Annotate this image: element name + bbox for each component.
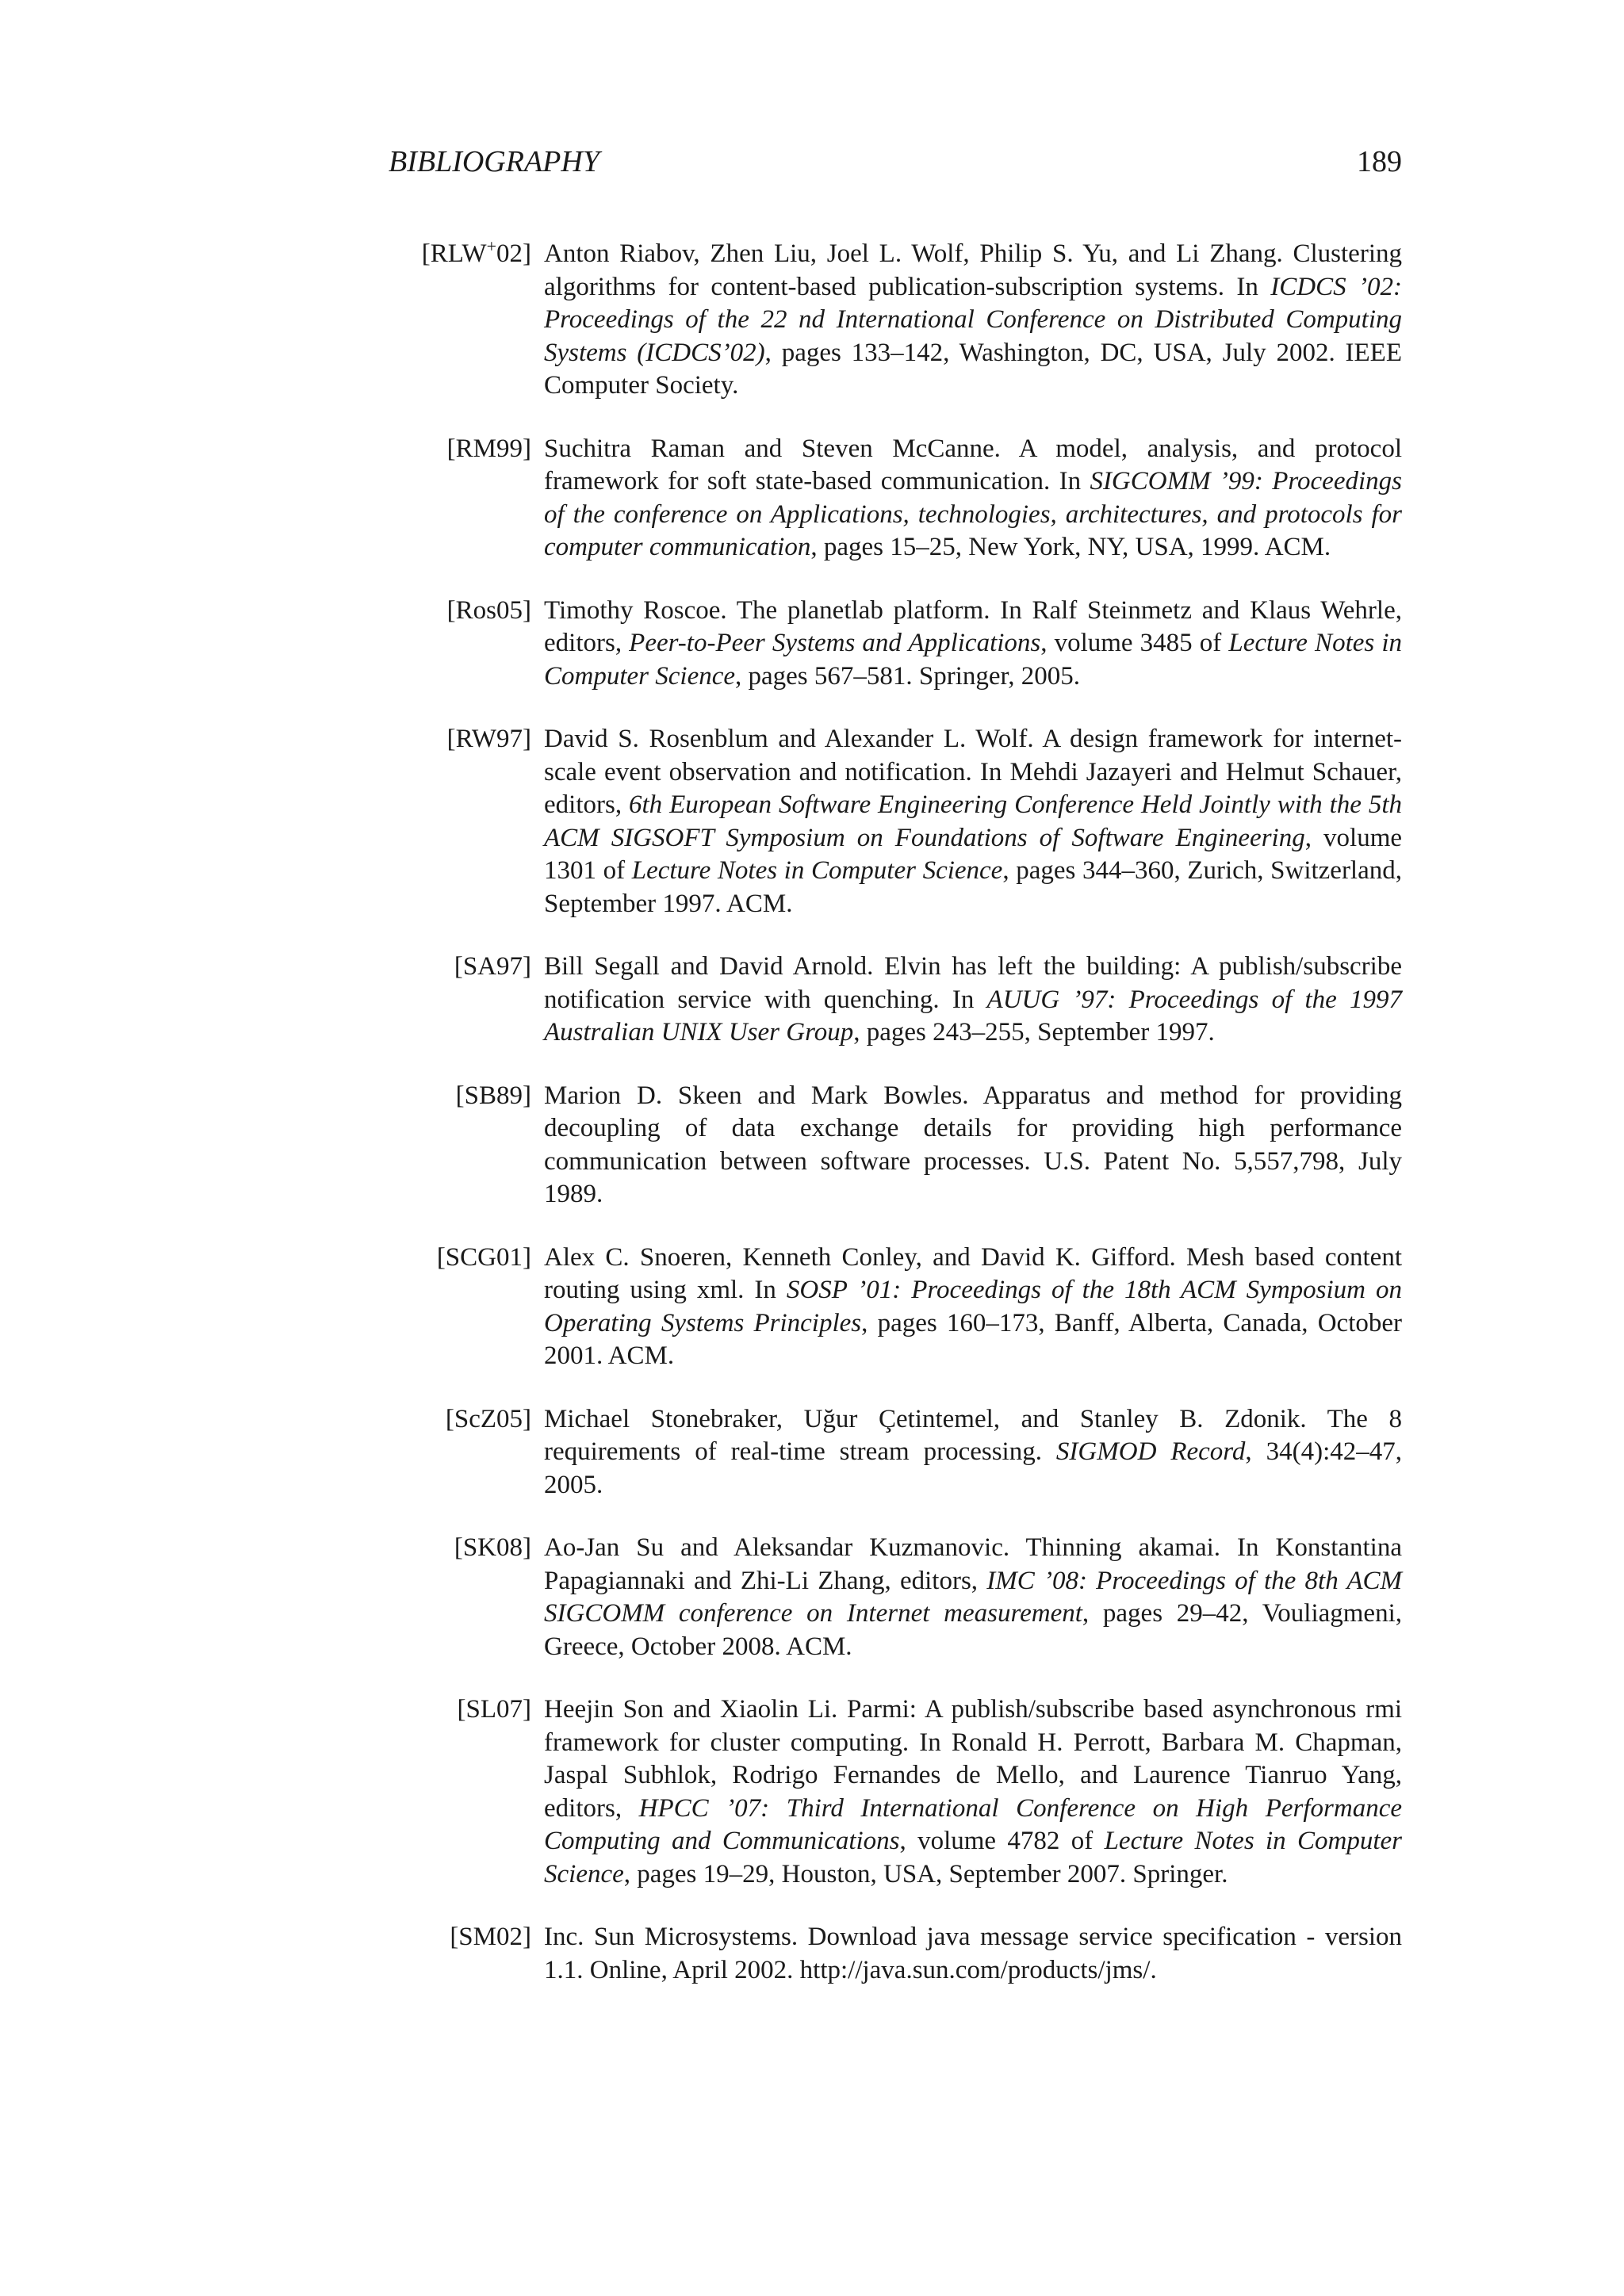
bib-text-segment: , pages 19–29, Houston, USA, September 2007. Springer. bbox=[623, 1859, 1228, 1888]
bib-citation-text bbox=[544, 1405, 1402, 1499]
bib-citation-text bbox=[544, 239, 1402, 400]
bib-text-segment: Marion D. Skeen and Mark Bowles. Apparatus and method for providing decoupling of data exchange details for providing high performance communication between software processes. U.S. Patent No. 5,557,798, July 1989. bbox=[544, 1081, 1402, 1208]
bibliography-list bbox=[389, 238, 1402, 2017]
bib-text-segment: , pages 243–255, September 1997. bbox=[853, 1018, 1215, 1047]
bib-citation-text bbox=[544, 1081, 1402, 1209]
bib-text-segment: Inc. Sun Microsystems. Download java message service specification - version 1.1. Online, April 2002. http://java.sun.com/products/jms/. bbox=[544, 1923, 1402, 1984]
bib-citation-text bbox=[544, 952, 1402, 1047]
bib-italic-title: 6th European Software Engineering Conference Held Jointly with the 5th ACM SIGSOFT Symposium on Foundations of Software Engineering bbox=[544, 790, 1402, 852]
bib-entry bbox=[389, 1403, 1402, 1502]
bib-text-segment: , pages 133–142, Washington, DC, USA, July 2002. IEEE Computer Society. bbox=[544, 338, 1402, 400]
bib-entry bbox=[389, 1242, 1402, 1373]
bib-text-segment: , 34(4):42–47, 2005. bbox=[544, 1437, 1403, 1499]
bib-text-segment: Alex C. Snoeren, Kenneth Conley, and David K. Gifford. Mesh based content routing using xml. In bbox=[544, 1242, 1402, 1304]
bib-key bbox=[458, 1693, 532, 1727]
bib-italic-title: Lecture Notes in Computer Science bbox=[544, 1827, 1402, 1888]
bib-italic-title: ICDCS ’02: Proceedings of the 22 nd International Conference on Distributed Computing Systems (ICDCS’02) bbox=[544, 272, 1402, 367]
bib-key-text: [RW97] bbox=[446, 725, 531, 753]
bib-entry bbox=[389, 1921, 1402, 1987]
bib-text-segment: , pages 29–42, Vouliagmeni, Greece, October 2008. ACM. bbox=[544, 1599, 1402, 1661]
bib-text-segment: Ao-Jan Su and Aleksandar Kuzmanovic. Thinning akamai. In Konstantina Papagiannaki and Zhi-Li Zhang, editors, bbox=[544, 1533, 1402, 1595]
bib-citation-text bbox=[544, 596, 1402, 691]
bib-italic-title: SOSP ’01: Proceedings of the 18th ACM Symposium on Operating Systems Principles bbox=[544, 1276, 1402, 1337]
bib-key bbox=[456, 1080, 531, 1113]
bib-entry bbox=[389, 595, 1402, 694]
bib-entry bbox=[389, 238, 1402, 403]
bib-key bbox=[422, 238, 531, 271]
bib-key-text: [RLW bbox=[421, 239, 487, 268]
bib-key bbox=[437, 1242, 531, 1275]
bib-text-segment: Anton Riabov, Zhen Liu, Joel L. Wolf, Philip S. Yu, and Li Zhang. Clustering algorithms for content-based publication-subscription systems. In bbox=[544, 239, 1402, 301]
bib-text-segment: Timothy Roscoe. The planetlab platform. In Ralf Steinmetz and Klaus Wehrle, editors, bbox=[544, 595, 1402, 657]
bib-citation-text bbox=[544, 1533, 1402, 1661]
bib-text-segment: , pages 567–581. Springer, 2005. bbox=[735, 661, 1080, 691]
bib-citation-text bbox=[544, 434, 1402, 562]
running-head bbox=[389, 143, 1402, 181]
bib-text-segment: , volume 1301 of bbox=[544, 823, 1403, 885]
bib-key-text: [SK08] bbox=[454, 1533, 531, 1562]
chapter-title: BIBLIOGRAPHY bbox=[389, 145, 599, 178]
bib-key-text: [SL07] bbox=[457, 1695, 531, 1724]
bib-entry bbox=[389, 1080, 1402, 1211]
bib-citation-text bbox=[544, 1243, 1402, 1371]
bib-key-text: [SCG01] bbox=[436, 1242, 531, 1272]
bib-key-text: [ScZ05] bbox=[445, 1404, 531, 1433]
bib-text-segment: , pages 15–25, New York, NY, USA, 1999. ACM. bbox=[810, 533, 1331, 561]
bib-citation-text bbox=[544, 1923, 1402, 1984]
bib-italic-title: AUUG ’97: Proceedings of the 1997 Australian UNIX User Group bbox=[544, 985, 1402, 1047]
bib-text-segment: , pages 344–360, Zurich, Switzerland, September 1997. ACM. bbox=[544, 856, 1402, 918]
bib-key-text: [SB89] bbox=[455, 1081, 531, 1110]
bib-key bbox=[447, 595, 531, 628]
bib-citation-text bbox=[544, 725, 1402, 918]
bib-key-superscript: + bbox=[486, 236, 496, 256]
bib-text-segment: Michael Stonebraker, Uğur Çetintemel, and Stanley B. Zdonik. The 8 requirements of real-time stream processing. bbox=[544, 1404, 1402, 1466]
bib-key bbox=[447, 723, 531, 756]
bib-entry bbox=[389, 433, 1402, 564]
bib-citation-text bbox=[544, 1695, 1402, 1888]
bib-entry bbox=[389, 1532, 1402, 1663]
bib-key-text: [SM02] bbox=[450, 1923, 531, 1951]
bib-key-text: [Ros05] bbox=[446, 595, 531, 625]
bib-text-segment: , volume 4782 of bbox=[899, 1827, 1105, 1855]
bib-text-segment: Suchitra Raman and Steven McCanne. A model, analysis, and protocol framework for soft state-based communication. In bbox=[544, 434, 1402, 496]
bib-italic-title: HPCC ’07: Third International Conference on High Performance Computing and Communications bbox=[544, 1793, 1402, 1855]
page-number: 189 bbox=[1357, 145, 1402, 178]
bib-key bbox=[450, 1921, 531, 1954]
bib-key-suffix: 02] bbox=[496, 239, 531, 268]
bib-text-segment: , pages 160–173, Banff, Alberta, Canada, October 2001. ACM. bbox=[544, 1308, 1402, 1370]
bib-key-text: [SA97] bbox=[454, 952, 531, 981]
bib-entry bbox=[389, 951, 1402, 1050]
bib-italic-title: Lecture Notes in Computer Science bbox=[631, 856, 1003, 885]
bib-key bbox=[454, 951, 531, 984]
bib-italic-title: IMC ’08: Proceedings of the 8th ACM SIGCOMM conference on Internet measurement bbox=[544, 1566, 1402, 1628]
bib-italic-title: Peer-to-Peer Systems and Applications bbox=[629, 629, 1041, 657]
bib-text-segment: , volume 3485 of bbox=[1040, 629, 1229, 657]
bib-entry bbox=[389, 1693, 1402, 1891]
bib-italic-title: SIGCOMM ’99: Proceedings of the conference on Applications, technologies, architectures, and protocols for computer communication bbox=[544, 467, 1402, 561]
bib-text-segment: Bill Segall and David Arnold. Elvin has left the building: A publish/subscribe notification service with quenching. In bbox=[544, 952, 1402, 1014]
bib-entry bbox=[389, 723, 1402, 920]
bib-italic-title: SIGMOD Record bbox=[1055, 1437, 1246, 1466]
bib-italic-title: Lecture Notes in Computer Science bbox=[544, 629, 1402, 691]
bib-key bbox=[446, 1403, 531, 1437]
bib-key-text: [RM99] bbox=[446, 434, 531, 463]
bib-text-segment: David S. Rosenblum and Alexander L. Wolf. A design framework for internet-scale event observation and notification. In Mehdi Jazayeri and Helmut Schauer, editors, bbox=[544, 725, 1402, 819]
bib-key bbox=[454, 1532, 531, 1565]
bib-text-segment: Heejin Son and Xiaolin Li. Parmi: A publish/subscribe based asynchronous rmi framework for cluster computing. In Ronald H. Perrott, Barbara M. Chapman, Jaspal Subhlok, Rodrigo Fernandes de Mello, and Laurence Tianruo Yang, editors, bbox=[544, 1695, 1402, 1823]
bib-key bbox=[447, 433, 531, 466]
